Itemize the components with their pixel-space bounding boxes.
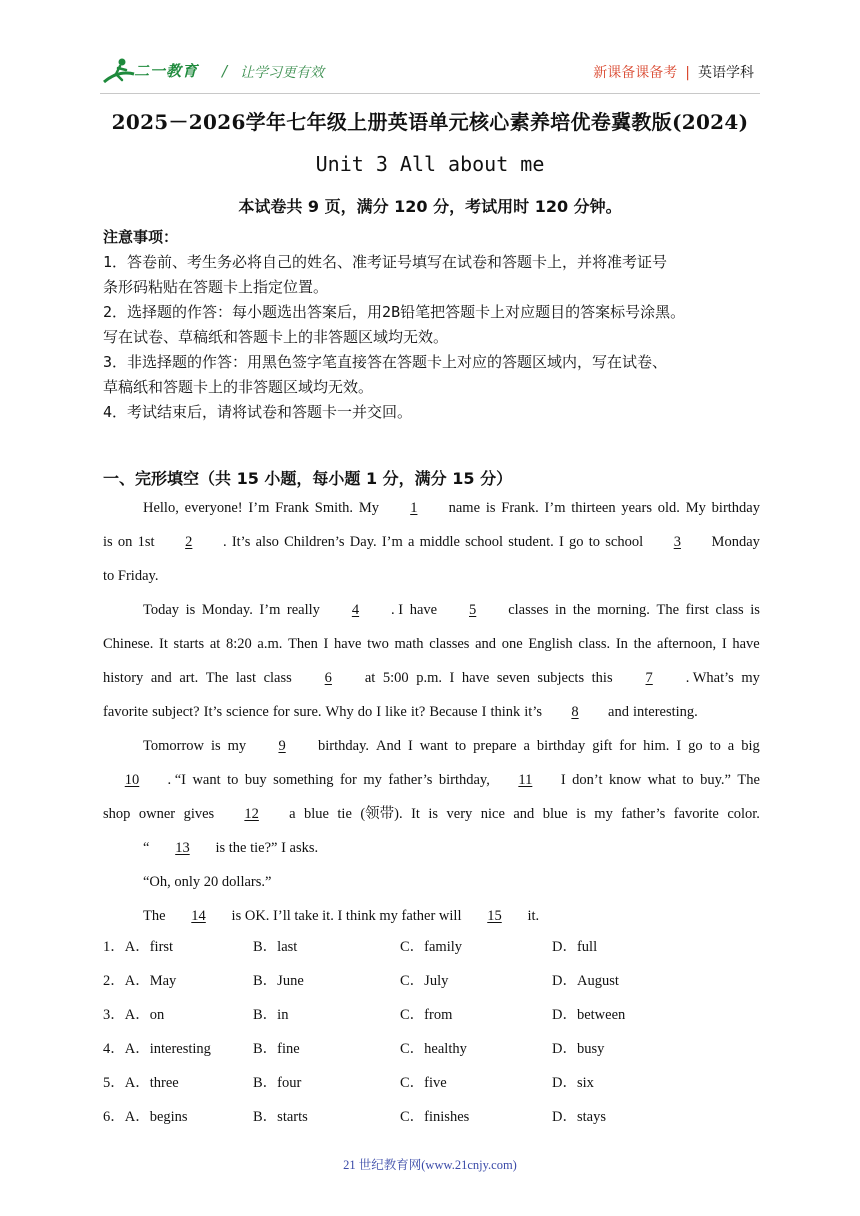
passage-word: gift xyxy=(592,738,613,754)
passage-word: blue xyxy=(542,806,568,822)
header-divider xyxy=(100,93,760,94)
option-d[interactable]: D．stays xyxy=(552,1109,606,1125)
passage-word: my xyxy=(363,772,382,788)
logo-text: 二一教育 xyxy=(134,62,199,80)
notice-heading: 注意事项： xyxy=(103,228,179,246)
passage-word: afternoon, xyxy=(656,636,717,652)
passage-word: subjects xyxy=(537,670,585,686)
passage-word: Smith. xyxy=(314,500,354,516)
passage-word: I xyxy=(560,772,566,788)
option-a[interactable]: 4．A．interesting xyxy=(103,1041,211,1057)
passage-text: to Friday. xyxy=(103,568,159,584)
passage-word: (领带). xyxy=(360,806,403,822)
notice-block xyxy=(103,226,763,425)
notice-line: 写在试卷、草稿纸和答题卡上的非答题区域均无效。 xyxy=(103,328,449,346)
passage-word: this xyxy=(591,670,613,686)
passage-word: to xyxy=(709,738,721,754)
passage-word: is OK. I’ll take it. I think my father will xyxy=(231,908,462,924)
option-a[interactable]: 2．A．May xyxy=(103,973,177,989)
passage-word: I xyxy=(407,738,413,754)
passage-word: I’m xyxy=(544,500,566,516)
passage-word: have xyxy=(732,636,760,652)
passage-word: The xyxy=(737,772,760,788)
passage-word: two xyxy=(367,636,389,652)
passage-word: him. xyxy=(643,738,670,754)
passage-word: at xyxy=(364,670,376,686)
option-d[interactable]: D．August xyxy=(552,973,619,989)
option-d[interactable]: D．six xyxy=(552,1075,594,1091)
passage-word: my xyxy=(741,670,760,686)
passage-word: my xyxy=(227,738,247,754)
passage-text: “Oh, only 20 dollars.” xyxy=(143,874,272,890)
passage-word: It xyxy=(159,636,168,652)
passage-word: want xyxy=(192,772,221,788)
passage-word: classes xyxy=(508,602,549,618)
passage-word: for xyxy=(339,772,357,788)
exam-subtitle: Unit 3 All about me xyxy=(315,152,545,176)
passage-word: math xyxy=(394,636,424,652)
passage-word: prepare xyxy=(473,738,517,754)
passage-word: and xyxy=(608,704,629,720)
passage-word: Why xyxy=(325,704,354,720)
option-a[interactable]: 1．A．first xyxy=(103,939,174,955)
passage-word: to xyxy=(588,534,601,550)
passage-word: It’s xyxy=(231,534,251,550)
section-heading: 一、完形填空（共 15 小题，每小题 1 分，满分 15 分） xyxy=(103,469,513,488)
passage-word: Because xyxy=(429,704,478,720)
option-c[interactable]: C．from xyxy=(400,1007,453,1023)
cloze-passage xyxy=(103,497,760,939)
passage-word: I xyxy=(481,704,487,720)
page-footer: 21 世纪教育网(www.21cnjy.com) xyxy=(343,1158,517,1172)
passage-word: and xyxy=(513,806,535,822)
passage-word: gives xyxy=(183,806,215,822)
passage-word: have xyxy=(409,602,438,618)
passage-word: what xyxy=(647,772,676,788)
notice-line: 4．考试结束后，请将试卷和答题卡一并交回。 xyxy=(103,403,413,421)
option-b[interactable]: B．starts xyxy=(253,1109,308,1125)
option-c[interactable]: C．July xyxy=(400,973,449,989)
option-d[interactable]: D．between xyxy=(552,1007,626,1023)
question-row xyxy=(103,1072,760,1106)
passage-line xyxy=(103,599,760,633)
header-slash: / xyxy=(222,62,228,80)
option-c[interactable]: C．healthy xyxy=(400,1041,467,1057)
exam-title: 2025－2026学年七年级上册英语单元核心素养培优卷冀教版(2024) xyxy=(111,110,749,134)
answer-blank[interactable]: 13 xyxy=(175,840,190,856)
passage-word: very xyxy=(446,806,473,822)
passage-word: I’m xyxy=(248,500,270,516)
passage-word: go xyxy=(569,534,584,550)
option-c[interactable]: C．family xyxy=(400,939,463,955)
passage-word: art. xyxy=(179,670,199,686)
passage-line xyxy=(103,667,760,701)
passage-word: And xyxy=(376,738,401,754)
option-a[interactable]: 6．A．begins xyxy=(103,1109,188,1125)
passage-word: birthday, xyxy=(438,772,490,788)
passage-word: sure. xyxy=(293,704,322,720)
passage-word: 1st xyxy=(137,534,155,550)
answer-blank[interactable]: 15 xyxy=(487,908,502,924)
passage-word: to xyxy=(227,772,239,788)
answer-blank[interactable]: 4 xyxy=(351,602,360,618)
question-row xyxy=(103,1106,760,1140)
passage-word: I xyxy=(323,636,329,652)
passage-word: a xyxy=(727,738,735,754)
option-c[interactable]: C．five xyxy=(400,1075,447,1091)
passage-word: the xyxy=(572,602,591,618)
passage-word: English xyxy=(528,636,573,652)
question-row xyxy=(103,1004,760,1038)
answer-blank[interactable]: 11 xyxy=(518,772,533,788)
passage-word: father’s xyxy=(388,772,433,788)
passage-line xyxy=(103,803,760,837)
passage-word: shop xyxy=(103,806,131,822)
passage-word: My xyxy=(685,500,706,516)
exam-meta: 本试卷共 9 页，满分 120 分，考试用时 120 分钟。 xyxy=(238,197,622,216)
passage-word: is the tie?” I asks. xyxy=(215,840,319,856)
passage-word: Monday xyxy=(711,534,760,550)
passage-word: in xyxy=(555,602,567,618)
passage-line xyxy=(103,871,760,905)
passage-word: . What’s xyxy=(685,670,734,686)
header-right xyxy=(593,62,754,82)
passage-word: it’s xyxy=(524,704,543,720)
passage-word: father’s xyxy=(621,806,666,822)
passage-word: is xyxy=(576,806,586,822)
passage-word: a xyxy=(408,534,415,550)
passage-word: is xyxy=(750,602,760,618)
passage-word: my xyxy=(594,806,613,822)
answer-blank[interactable]: 5 xyxy=(469,602,477,618)
passage-word: one xyxy=(501,636,523,652)
notice-line: 1．答卷前、考生务必将自己的姓名、准考证号填写在试卷和答题卡上，并将准考证号 xyxy=(103,253,668,271)
answer-blank[interactable]: 7 xyxy=(645,670,653,686)
passage-word: The xyxy=(205,670,229,686)
passage-word: Today xyxy=(143,602,180,618)
passage-word: The xyxy=(143,908,166,924)
passage-word: science xyxy=(226,704,269,720)
passage-word: Hello, xyxy=(143,500,179,516)
passage-word: don’t xyxy=(572,772,603,788)
passage-word: nice xyxy=(480,806,505,822)
passage-word: Tomorrow xyxy=(143,738,205,754)
passage-word: It’s xyxy=(203,704,223,720)
answer-blank[interactable]: 12 xyxy=(244,806,259,822)
passage-word: class. xyxy=(578,636,611,652)
option-d[interactable]: D．full xyxy=(552,939,598,955)
option-b[interactable]: B．last xyxy=(253,939,298,955)
answer-blank[interactable]: 1 xyxy=(410,500,418,516)
passage-word: Frank. xyxy=(501,500,539,516)
passage-word: favorite xyxy=(103,704,149,720)
question-row xyxy=(103,1038,760,1072)
passage-word: a xyxy=(523,738,530,754)
passage-word: is xyxy=(428,806,439,822)
passage-word: at xyxy=(209,636,221,652)
page-header xyxy=(100,52,760,92)
answer-blank[interactable]: 9 xyxy=(278,738,286,754)
passage-word: a xyxy=(289,806,296,822)
option-b[interactable]: B．June xyxy=(253,973,304,989)
passage-word: In xyxy=(615,636,628,652)
passage-word: I’m xyxy=(259,602,281,618)
passage-word: class xyxy=(715,602,744,618)
passage-line xyxy=(103,531,760,565)
passage-word: birthday xyxy=(536,738,586,754)
passage-word: 5:00 xyxy=(382,670,409,686)
passage-line xyxy=(103,633,760,667)
answer-blank[interactable]: 8 xyxy=(571,704,579,720)
passage-line xyxy=(103,497,760,531)
passage-word: old. xyxy=(657,500,680,516)
passage-word: Monday. xyxy=(201,602,253,618)
option-b[interactable]: B．four xyxy=(253,1075,302,1091)
passage-word: birthday xyxy=(711,500,760,516)
passage-line xyxy=(103,769,760,803)
passage-word: Chinese. xyxy=(103,636,154,652)
passage-word: starts xyxy=(173,636,205,652)
passage-word: do xyxy=(357,704,373,720)
passage-word: thirteen xyxy=(571,500,616,516)
answer-blank[interactable]: 14 xyxy=(191,908,206,924)
header-slogan: 让学习更有效 xyxy=(240,65,324,81)
answer-blank[interactable]: 3 xyxy=(673,534,681,550)
passage-word: history xyxy=(103,670,144,686)
passage-word: want xyxy=(419,738,448,754)
passage-line xyxy=(103,565,760,599)
passage-word: years xyxy=(621,500,652,516)
passage-word: for xyxy=(272,704,290,720)
passage-line xyxy=(103,905,760,939)
passage-word: Then xyxy=(288,636,318,652)
passage-word: blue xyxy=(303,806,329,822)
passage-word: the xyxy=(633,636,652,652)
question-row xyxy=(103,970,760,1004)
passage-word: also xyxy=(255,534,279,550)
passage-word: have xyxy=(334,636,362,652)
notice-line: 草稿纸和答题卡上的非答题区域均无效。 xyxy=(103,378,374,396)
passage-word: go xyxy=(688,738,703,754)
passage-word: subject? xyxy=(152,704,200,720)
passage-word: My xyxy=(358,500,380,516)
passage-word: student. xyxy=(508,534,554,550)
option-a[interactable]: 3．A．on xyxy=(103,1007,165,1023)
passage-word: big xyxy=(741,738,760,754)
passage-word: It xyxy=(411,806,420,822)
passage-word: on xyxy=(117,534,133,550)
passage-word: a.m. xyxy=(257,636,283,652)
passage-word: birthday. xyxy=(318,738,370,754)
passage-word: school xyxy=(465,534,504,550)
header-separator: | xyxy=(685,65,690,81)
passage-word: I xyxy=(676,738,682,754)
passage-word: school xyxy=(605,534,644,550)
passage-word: it. xyxy=(527,908,540,924)
answer-blank[interactable]: 2 xyxy=(185,534,193,550)
passage-word: The xyxy=(656,602,680,618)
passage-word: think xyxy=(490,704,521,720)
passage-word: buy.” xyxy=(700,772,731,788)
passage-word: and xyxy=(150,670,172,686)
header-tag-red: 新课备课备考 xyxy=(593,65,678,81)
passage-word: middle xyxy=(419,534,460,550)
passage-word: to xyxy=(682,772,694,788)
option-d[interactable]: D．busy xyxy=(552,1041,605,1057)
question-row xyxy=(103,936,760,970)
passage-word: have xyxy=(461,670,490,686)
passage-word: morning. xyxy=(597,602,650,618)
passage-word: seven xyxy=(496,670,530,686)
notice-line: 3．非选择题的作答：用黑色签字笔直接答在答题卡上对应的答题区域内，写在试卷、 xyxy=(103,353,668,371)
passage-word: Day. xyxy=(349,534,377,550)
passage-line xyxy=(103,701,760,735)
passage-word: p.m. xyxy=(416,670,442,686)
passage-word: Children’s xyxy=(284,534,345,550)
passage-word: first xyxy=(685,602,709,618)
passage-word: name xyxy=(448,500,481,516)
passage-word: Frank xyxy=(275,500,309,516)
passage-word: I xyxy=(449,670,455,686)
passage-word: is xyxy=(185,602,196,618)
passage-word: “ xyxy=(143,840,150,856)
passage-line xyxy=(103,735,760,769)
passage-word: 8:20 xyxy=(225,636,252,652)
notice-line: 2．选择题的作答：每小题选出答案后，用2B铅笔把答题卡上对应题目的答案标号涂黑。 xyxy=(103,303,686,321)
passage-word: last xyxy=(235,670,257,686)
passage-word: interesting. xyxy=(632,704,698,720)
notice-line: 条形码粘贴在答题卡上指定位置。 xyxy=(103,278,329,296)
option-c[interactable]: C．finishes xyxy=(400,1109,470,1125)
passage-word: color. xyxy=(727,806,760,822)
passage-word: is xyxy=(103,534,113,550)
passage-word: I xyxy=(558,534,564,550)
passage-word: classes xyxy=(429,636,470,652)
options-list xyxy=(103,936,760,1140)
passage-word: buy xyxy=(244,772,267,788)
passage-word: I xyxy=(721,636,727,652)
option-b[interactable]: B．in xyxy=(253,1007,289,1023)
option-b[interactable]: B．fine xyxy=(253,1041,300,1057)
passage-word: I’m xyxy=(381,534,403,550)
header-subject: 英语学科 xyxy=(698,65,754,81)
option-a[interactable]: 5．A．three xyxy=(103,1075,179,1091)
passage-word: everyone! xyxy=(184,500,243,516)
answer-blank[interactable]: 6 xyxy=(324,670,332,686)
passage-word: know xyxy=(608,772,642,788)
answer-blank[interactable]: 10 xyxy=(124,772,140,788)
passage-word: I xyxy=(376,704,382,720)
passage-word: something xyxy=(273,772,334,788)
passage-word: really xyxy=(286,602,320,618)
passage-word: is xyxy=(485,500,496,516)
passage-word: . “I xyxy=(167,772,186,788)
passage-word: it? xyxy=(410,704,426,720)
passage-word: owner xyxy=(138,806,176,822)
passage-word: . I xyxy=(391,602,404,618)
passage-word: . xyxy=(222,534,227,550)
passage-word: to xyxy=(454,738,467,754)
passage-word: and xyxy=(475,636,497,652)
passage-word: is xyxy=(210,738,221,754)
passage-line xyxy=(103,837,760,871)
passage-word: like xyxy=(385,704,407,720)
passage-word: for xyxy=(619,738,637,754)
passage-word: favorite xyxy=(673,806,719,822)
passage-word: tie xyxy=(337,806,352,822)
passage-word: class xyxy=(263,670,292,686)
